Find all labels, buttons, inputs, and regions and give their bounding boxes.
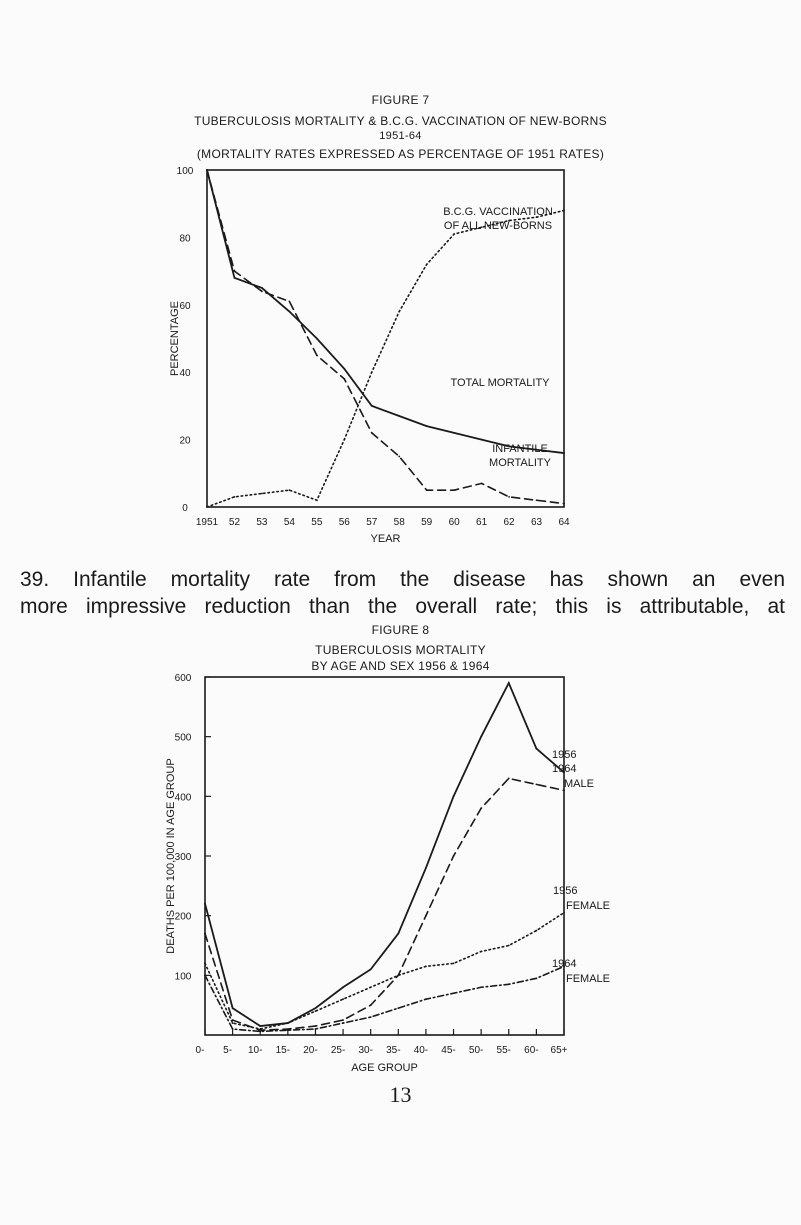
chart2-series-3-point (315, 1028, 317, 1030)
figure7-subtitle: (MORTALITY RATES EXPRESSED AS PERCENTAGE OF 1951 RATES) (196, 147, 605, 161)
chart1-series-2-point (563, 210, 565, 212)
chart1-series-1-point (371, 432, 373, 434)
chart2-y-tick-label: 500 (174, 732, 192, 744)
chart2-series-2-point (453, 963, 455, 965)
chart2-series-0-point (535, 748, 537, 750)
chart2-series-1-point (315, 1025, 317, 1027)
figure7-years: 1951-64 (379, 130, 422, 142)
chart2-series-3-point (342, 1022, 344, 1024)
chart1-x-axis-label: YEAR (370, 533, 401, 545)
chart1-x-tick-label: 57 (366, 517, 378, 528)
chart2-series-0-point (425, 867, 427, 869)
chart2-series-2-point (287, 1022, 289, 1024)
chart2-y-tick-label: 300 (174, 852, 192, 863)
chart2-series-1-point (535, 784, 537, 786)
chart2-series-0-point (342, 986, 344, 988)
chart2-series-1-point (204, 933, 206, 935)
chart2-series-2-point (315, 1010, 317, 1012)
chart1-series-2-point (343, 439, 345, 441)
chart1-series-1-point (343, 378, 345, 380)
chart2-series-2-point (563, 912, 565, 914)
chart2-series-1-line (205, 778, 564, 1030)
chart1-x-tick-label: 63 (530, 517, 543, 528)
chart1-x-tick-label: 60 (448, 517, 460, 528)
chart1-series-1-point (234, 270, 236, 272)
chart1-series-0-point (563, 452, 565, 454)
figure8-title: TUBERCULOSIS MORTALITY (315, 643, 486, 657)
chart1-series-0-point (371, 405, 373, 407)
chart1-x-tick-label: 1951 (195, 517, 219, 528)
chart2-x-tick-label: 65+ (550, 1045, 568, 1056)
chart1-y-tick-label: 60 (179, 300, 191, 312)
chart1-y-tick-label: 100 (176, 166, 194, 177)
chart2-series-0-point (453, 795, 455, 797)
chart2-y-tick-label: 100 (174, 971, 192, 983)
chart2-x-tick-label: 15- (275, 1045, 291, 1056)
chart1-x-tick-label: 61 (476, 517, 488, 528)
chart2-annotation-2: MALE (564, 778, 594, 790)
chart2-annotation-1: 1964 (552, 763, 577, 775)
chart2-series-2-point (232, 1022, 234, 1024)
chart2-series-0-point (315, 1007, 317, 1009)
chart2-series-2-point (508, 945, 510, 947)
chart2-series-3-point (397, 1007, 399, 1009)
chart2-series-1-point (453, 855, 455, 857)
chart2-series-2-point (370, 986, 372, 988)
chart2-series-1-point (480, 807, 482, 809)
chart1-x-tick-label: 58 (393, 517, 405, 528)
chart2-series-2-line (205, 913, 564, 1029)
chart2-series-0-line (205, 683, 564, 1026)
chart1-series-0-point (288, 311, 290, 313)
chart1-x-tick-label: 55 (311, 517, 323, 528)
chart2-x-tick-label: 5- (223, 1045, 233, 1056)
chart2-plot-frame (205, 677, 564, 1035)
chart2-series-0-point (508, 682, 510, 684)
chart2-series-2-point (259, 1028, 261, 1030)
chart1-x-tick-label: 64 (558, 517, 570, 528)
chart1-y-tick-label: 80 (179, 233, 191, 245)
chart1-y-tick-label: 0 (182, 503, 188, 514)
chart2-series-2-point (342, 998, 344, 1000)
chart1-x-tick-label: 59 (421, 517, 433, 528)
chart2-series-3-point (535, 977, 537, 979)
chart1-y-tick-label: 20 (179, 435, 191, 447)
chart1-y-axis-label: PERCENTAGE (169, 301, 181, 376)
chart1-series-1-label-line2: MORTALITY (489, 457, 551, 469)
chart2-x-tick-label: 30- (358, 1045, 373, 1056)
figure8-label: FIGURE 8 (371, 623, 430, 637)
chart1-x-tick-label: 52 (228, 517, 241, 528)
chart2-series-0-point (480, 736, 482, 738)
chart2-annotation-5: 1964 (552, 958, 577, 970)
chart1-series-2-label-line2: OF ALL NEW-BORNS (443, 220, 553, 232)
chart1-series-2-label-line1: B.C.G. VACCINATION (443, 206, 553, 218)
chart1-series-1-label-line1: INFANTILE (492, 443, 548, 455)
chart2-series-3-point (259, 1031, 261, 1033)
chart1-series-1-point (426, 489, 428, 491)
chart2-annotation-3: 1956 (553, 885, 578, 897)
chart2-series-2-point (535, 930, 537, 932)
chart1-series-1-point (206, 169, 208, 171)
chart2-x-tick-label: 35- (386, 1045, 401, 1056)
chart2-y-tick-label: 200 (174, 911, 192, 923)
chart2-series-1-point (425, 915, 427, 917)
page-number: 13 (389, 1082, 412, 1107)
chart2-series-3-point (204, 974, 206, 976)
paragraph-line-1: 39. Infantile mortality rate from the disease has shown an even (20, 568, 785, 591)
chart2-series-0-point (232, 1007, 234, 1009)
paragraph-line-2: more impressive reduction than the overall rate; this is attributable, at (20, 595, 785, 618)
chart1-series-2-point (426, 263, 428, 265)
chart1-x-tick-label: 54 (283, 517, 295, 528)
figure7-title: TUBERCULOSIS MORTALITY & B.C.G. VACCINATION OF NEW-BORNS (194, 114, 607, 128)
chart2-series-3-point (232, 1028, 234, 1030)
chart2-series-3-point (508, 983, 510, 985)
chart2-series-3-point (453, 992, 455, 994)
chart2-series-0-point (397, 933, 399, 935)
chart2-x-tick-label: 0- (195, 1045, 205, 1056)
chart1-y-tick-label: 40 (179, 368, 191, 380)
chart1-series-1-point (508, 496, 510, 498)
chart1-series-1-point (261, 290, 263, 292)
chart1-series-2-point (234, 496, 236, 498)
chart1-series-0-point (261, 287, 263, 289)
chart2-x-tick-label: 10- (248, 1045, 263, 1056)
chart2-x-axis-label: AGE GROUP (351, 1062, 418, 1074)
chart2-series-2-point (397, 974, 399, 976)
chart2-series-2-point (425, 965, 427, 967)
chart2-x-tick-label: 50- (468, 1045, 484, 1056)
chart1-x-tick-label: 56 (338, 517, 350, 528)
chart2-x-tick-label: 60- (524, 1045, 539, 1056)
chart1-series-2-point (453, 233, 455, 235)
chart1-series-0-point (453, 432, 455, 434)
chart1-series-0-point (426, 425, 428, 427)
chart2-x-tick-label: 20- (303, 1045, 318, 1056)
chart1-series-2-point (316, 499, 318, 501)
chart1-series-2-point (371, 371, 373, 373)
chart2-series-2-point (480, 951, 482, 953)
chart2-annotation-4: FEMALE (566, 900, 611, 912)
chart1-series-1-point (288, 301, 290, 303)
chart1-series-0-point (481, 439, 483, 441)
chart2-series-0-point (204, 903, 206, 905)
chart2-annotation-0: 1956 (552, 749, 577, 761)
chart2-series-1-point (370, 1004, 372, 1006)
chart2-x-tick-label: 55- (496, 1045, 511, 1056)
chart2-series-1-point (508, 778, 510, 780)
chart1-series-0-point (234, 277, 236, 279)
chart2-x-tick-label: 25- (330, 1045, 346, 1056)
chart2-series-3-point (287, 1029, 289, 1031)
chart2-y-tick-label: 600 (174, 673, 192, 684)
chart2-x-tick-label: 45- (441, 1045, 456, 1056)
chart2-annotation-6: FEMALE (566, 973, 611, 985)
chart1-x-tick-label: 62 (503, 517, 515, 528)
chart1-series-2-point (288, 489, 290, 491)
chart2-x-tick-label: 40- (413, 1045, 429, 1056)
chart1-series-0-point (316, 338, 318, 340)
chart1-series-2-point (398, 311, 400, 313)
chart1-series-1-point (536, 499, 538, 501)
figure8-subtitle: BY AGE AND SEX 1956 & 1964 (311, 659, 490, 673)
figure7-label: FIGURE 7 (371, 93, 430, 107)
chart2-series-1-point (342, 1019, 344, 1021)
chart1-series-2-point (206, 506, 208, 508)
chart2-series-3-line (205, 966, 564, 1031)
chart1-series-1-point (316, 354, 318, 356)
chart2-series-2-point (204, 963, 206, 965)
chart2-series-3-point (480, 986, 482, 988)
chart1-series-1-point (563, 503, 565, 505)
chart2-series-3-point (425, 998, 427, 1000)
chart1-series-0-point (398, 415, 400, 417)
chart2-series-0-point (370, 968, 372, 970)
chart2-y-tick-label: 400 (174, 792, 192, 804)
chart2-series-3-point (370, 1016, 372, 1018)
chart1-series-1-point (481, 483, 483, 485)
chart1-series-1-point (453, 489, 455, 491)
chart1-series-0-point (343, 368, 345, 370)
chart1-x-tick-label: 53 (256, 517, 268, 528)
chart2-series-0-point (259, 1025, 261, 1027)
chart2-y-axis-label: DEATHS PER 100,000 IN AGE GROUP (165, 758, 177, 954)
chart1-series-0-label: TOTAL MORTALITY (450, 377, 550, 389)
chart1-series-1-point (398, 456, 400, 458)
chart1-series-2-point (261, 493, 263, 495)
